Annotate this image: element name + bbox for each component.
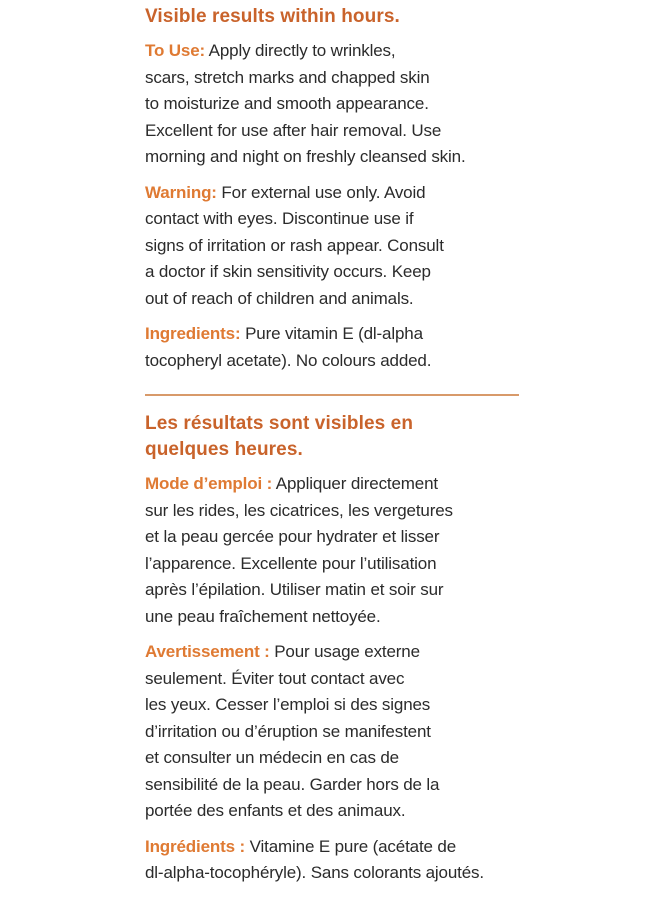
mode-emploi-line-6: une peau fraîchement nettoyée. xyxy=(145,606,381,626)
avertissement-line-7: portée des enfants et des animaux. xyxy=(145,801,406,820)
warning-paragraph xyxy=(145,180,525,313)
mode-emploi-line-1: Mode d’emploi : Appliquer directement xyxy=(145,474,438,493)
avertissement-line-2: seulement. Éviter tout contact avec xyxy=(145,668,405,688)
mode-emploi-line-2: sur les rides, les cicatrices, les vergetures xyxy=(145,500,453,520)
warning-line-4: a doctor if skin sensitivity occurs. Keep xyxy=(145,262,431,281)
to-use-line-2: scars, stretch marks and chapped skin xyxy=(145,67,430,87)
avertissement-label: Avertissement : xyxy=(145,642,270,661)
to-use-paragraph xyxy=(145,38,525,171)
ingredients-fr-label: Ingrédients : xyxy=(145,836,246,856)
mode-emploi-line-4: l’apparence. Excellente pour l’utilisation xyxy=(145,553,437,573)
mode-emploi-line-3: et la peau gercée pour hydrater et lisser xyxy=(145,527,440,546)
avertissement-line-6: sensibilité de la peau. Garder hors de la xyxy=(145,774,440,794)
ingredients-line-2: tocopheryl acetate). No colours added. xyxy=(145,350,432,370)
ingredients-fr-line-2: dl-alpha-tocophéryle). Sans colorants ajoutés. xyxy=(145,863,484,882)
ingredients-line-1: Ingredients: Pure vitamin E (dl-alpha xyxy=(145,324,423,343)
avertissement-line-1: Avertissement : Pour usage externe xyxy=(145,642,420,661)
mode-emploi-label: Mode d’emploi : xyxy=(145,474,273,493)
mode-emploi-paragraph xyxy=(145,471,525,630)
french-heading xyxy=(145,411,525,463)
to-use-line-3: to moisturize and smooth appearance. xyxy=(145,94,429,113)
french-heading-line-1: Les résultats sont visibles en xyxy=(145,413,414,434)
warning-label: Warning: xyxy=(145,182,217,202)
french-heading-line-2: quelques heures. xyxy=(145,439,303,460)
english-heading: Visible results within hours. xyxy=(145,6,400,27)
to-use-line-1: To Use: Apply directly to wrinkles, xyxy=(145,41,396,60)
section-divider xyxy=(145,394,519,396)
french-section xyxy=(145,411,525,887)
mode-emploi-line-5: après l’épilation. Utiliser matin et soir sur xyxy=(145,580,444,599)
to-use-line-4: Excellent for use after hair removal. Use xyxy=(145,120,442,140)
ingredients-fr-line-1: Ingrédients : Vitamine E pure (acétate de xyxy=(145,836,457,856)
warning-line-2: contact with eyes. Discontinue use if xyxy=(145,209,414,228)
ingredients-paragraph xyxy=(145,321,525,374)
ingredients-fr-paragraph xyxy=(145,834,525,887)
warning-line-1: Warning: For external use only. Avoid xyxy=(145,182,426,202)
english-section xyxy=(145,4,525,374)
avertissement-line-4: d’irritation ou d’éruption se manifestent xyxy=(145,721,431,741)
avertissement-line-3: les yeux. Cesser l’emploi si des signes xyxy=(145,695,431,714)
avertissement-line-5: et consulter un médecin en cas de xyxy=(145,748,399,767)
ingredients-label: Ingredients: xyxy=(145,324,241,343)
warning-line-3: signs of irritation or rash appear. Consult xyxy=(145,235,444,255)
to-use-label: To Use: xyxy=(145,41,206,60)
warning-line-5: out of reach of children and animals. xyxy=(145,288,414,308)
avertissement-paragraph xyxy=(145,639,525,825)
to-use-line-5: morning and night on freshly cleansed skin. xyxy=(145,147,466,166)
